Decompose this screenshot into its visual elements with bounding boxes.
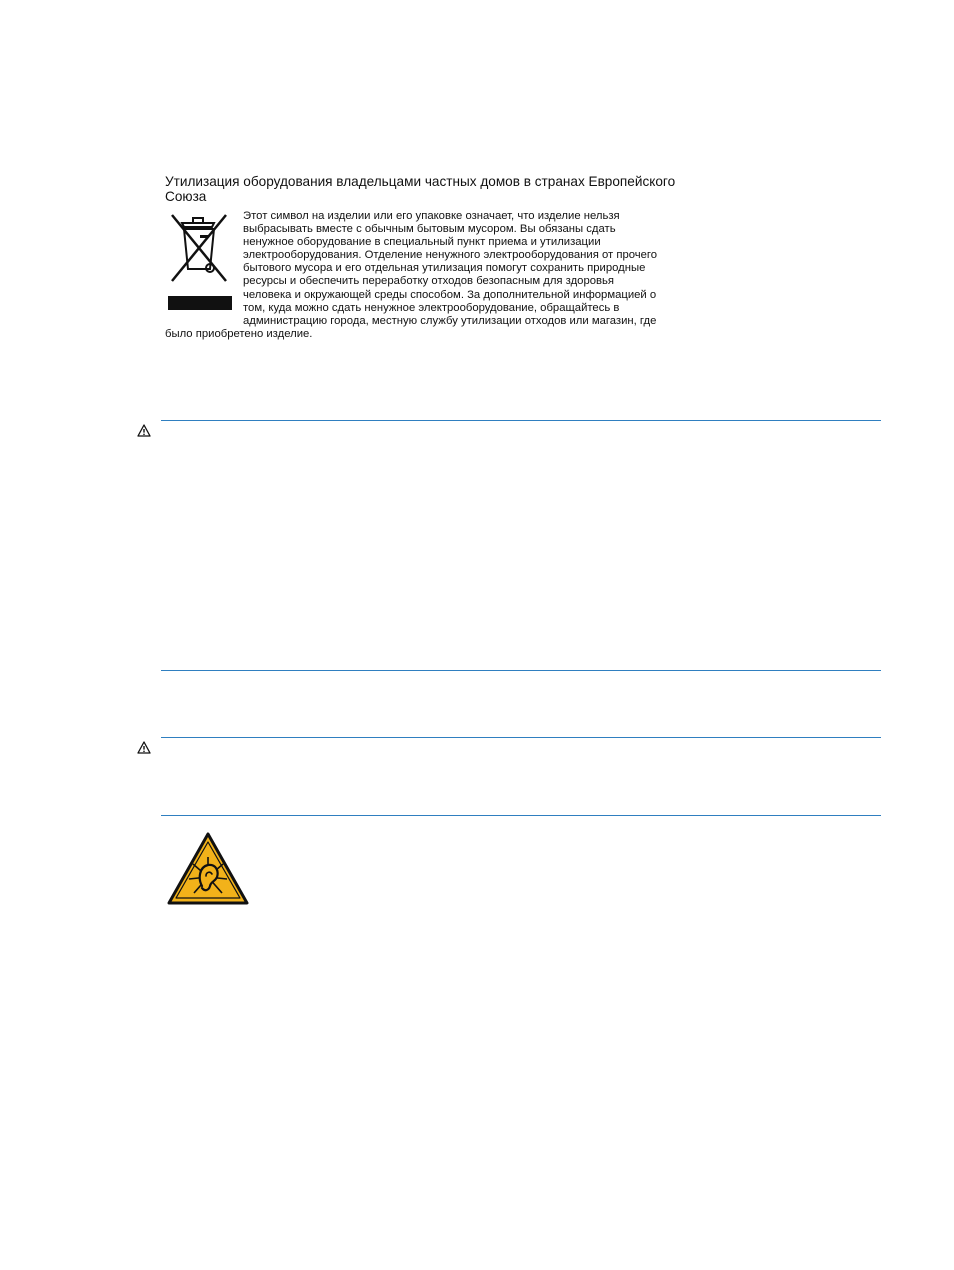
warning-triangle-icon [137,741,151,754]
weee-notice-title: Утилизация оборудования владельцами частных домов в странах Европейского Союза [165,174,676,204]
weee-notice-body-text: Этот символ на изделии или его упаковке означает, что изделие нельзя выбрасывать вместе с обычным бытовым мусором. Вы обязаны сдать ненужное оборудование в специальный пункт приема и утилизации электрооборудования. Отделение ненужного электрооборудования от прочего бытового мусора и его отдельная утилизация помогут сохранить природные ресурсы и обеспечить переработку отходов безопасным для здоровья человека и окружающей среды способом. За дополнительной информацией о том, куда можно сдать ненужное электрооборудование, обращайтесь в администрацию города, местную службу утилизации отходов или магазин, где было приобретено изделие. [165,210,658,340]
warning-bottom-rule [161,670,881,671]
warning-triangle-icon [137,424,151,437]
warning-top-rule [161,737,881,738]
weee-notice-body [165,210,665,341]
warning-bottom-rule [161,815,881,816]
warning-top-rule [161,420,881,421]
hearing-damage-warning-icon [166,831,250,907]
